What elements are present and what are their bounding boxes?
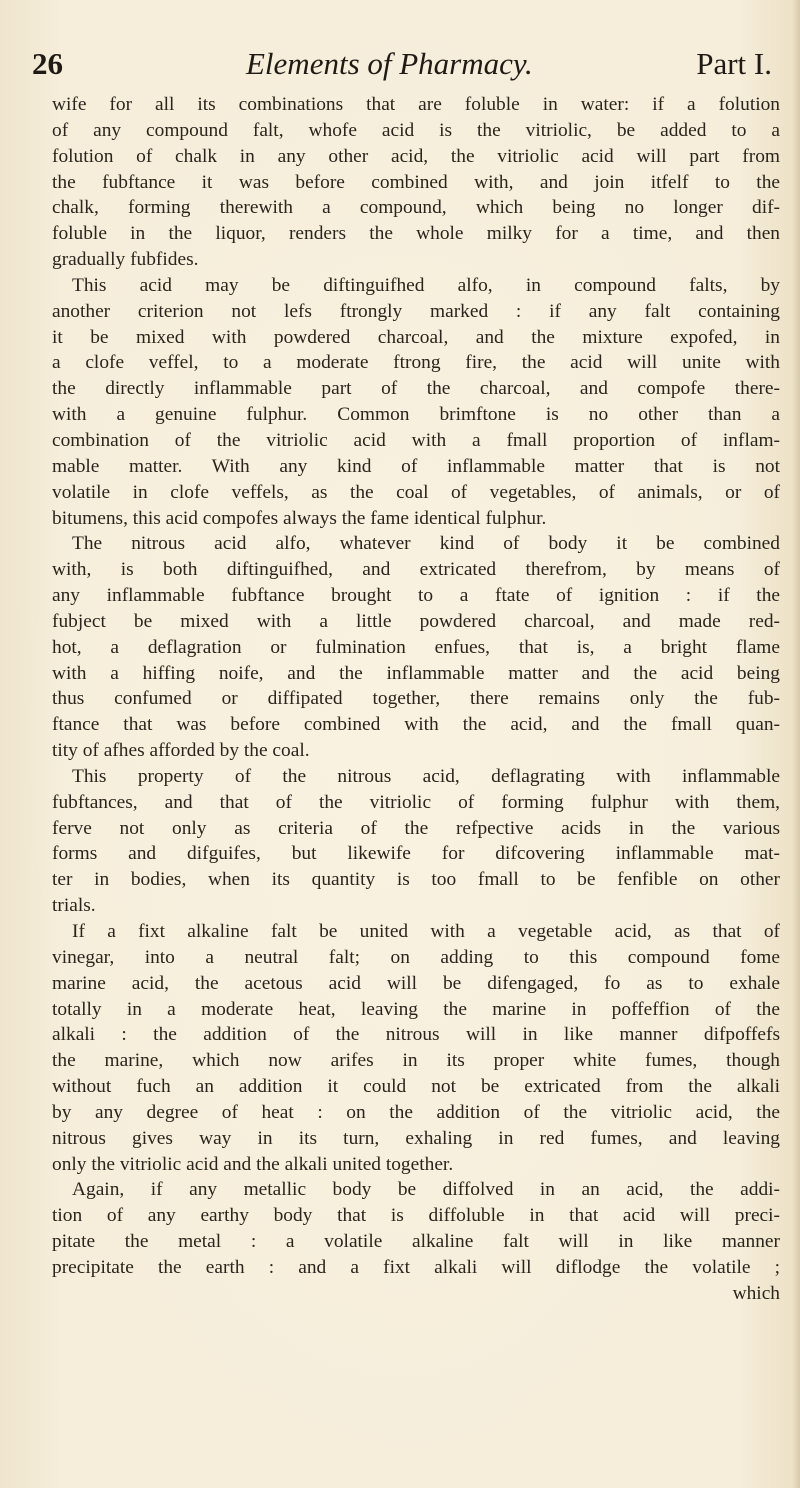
text-line: The nitrous acid alfo, whatever kind of body it be combined [72,533,780,555]
text-line: with a hiffing noife, and the inflammable matter and the acid being [52,662,780,684]
running-head [32,46,772,86]
text-line: tity of afhes afforded by the coal. [52,740,310,762]
text-line: This acid may be diftinguifhed alfo, in compound falts, by [72,274,780,296]
text-line: of any compound falt, whofe acid is the vitriolic, be added to a [52,119,780,141]
text-line: folution of chalk in any other acid, the vitriolic acid will part from [52,145,780,167]
text-line: Again, if any metallic body be diffolved in an acid, the addi- [72,1179,780,1201]
text-line: ferve not only as criteria of the refpective acids in the various [52,817,780,839]
text-line: totally in a moderate heat, leaving the marine in poffeffion of the [52,998,780,1020]
text-line: gradually fubfides. [52,249,199,271]
text-line: precipitate the earth : and a fixt alkali will diflodge the volatile ; [52,1256,780,1278]
page-edge-shadow [792,0,800,1488]
text-line: wife for all its combinations that are foluble in water: if a folution [52,94,780,115]
part-label: Part I. [696,46,772,81]
text-line: fubject be mixed with a little powdered charcoal, and made red- [52,610,780,632]
text-line: ter in bodies, when its quantity is too fmall to be fenfible on other [52,869,780,891]
text-line: the marine, which now arifes in its proper white fumes, though [52,1050,780,1072]
text-line: volatile in clofe veffels, as the coal of vegetables, of animals, or of [52,481,780,503]
text-line: If a fixt alkaline falt be united with a vegetable acid, as that of [72,921,780,942]
text-line: vinegar, into a neutral falt; on adding to this compound fome [52,946,780,968]
text-line: hot, a deflagration or fulmination enfues, that is, a bright flame [52,636,780,658]
text-line: mable matter. With any kind of inflammable matter that is not [52,455,780,477]
text-line: This property of the nitrous acid, deflagrating with inflammable [72,765,780,787]
text-line: with, is both diftinguifhed, and extricated therefrom, by means of [52,559,780,581]
text-line: marine acid, the acetous acid will be difengaged, fo as to exhale [52,972,780,994]
text-line: the fubftance it was before combined with, and join itfelf to the [52,171,780,193]
page-number: 26 [32,46,63,81]
text-line: foluble in the liquor, renders the whole milky for a time, and then [52,223,780,245]
text-line: thus confumed or diffipated together, there remains only the fub- [52,688,780,710]
text-line: any inflammable fubftance brought to a ftate of ignition : if the [52,585,780,607]
text-line: pitate the metal : a volatile alkaline falt will in like manner [52,1231,780,1253]
text-line: combination of the vitriolic acid with a fmall proportion of inflam- [52,429,780,451]
text-line: nitrous gives way in its turn, exhaling in red fumes, and leaving [52,1127,780,1149]
text-line: with a genuine fulphur. Common brimftone is no other than a [52,404,780,426]
text-line: ftance that was before combined with the acid, and the fmall quan- [52,714,780,736]
text-line: a clofe veffel, to a moderate ftrong fire, the acid will unite with [52,352,780,374]
text-line: trials. [52,895,96,917]
body-text [52,92,780,1307]
text-line: tion of any earthy body that is diffoluble in that acid will preci- [52,1205,780,1227]
text-line: by any degree of heat : on the addition of the vitriolic acid, the [52,1101,780,1123]
text-line: bitumens, this acid compofes always the fame identical fulphur. [52,507,547,529]
text-line: alkali : the addition of the nitrous will in like manner difpoffefs [52,1024,780,1046]
text-line: fubftances, and that of the vitriolic of forming fulphur with them, [52,791,780,813]
text-line: forms and difguifes, but likewife for difcovering inflammable mat- [52,843,780,865]
catchword: which [732,1282,780,1304]
text-line: another criterion not lefs ftrongly marked : if any falt containing [52,300,780,322]
text-line: the directly inflammable part of the charcoal, and compofe there- [52,378,780,400]
running-title: Elements of Pharmacy. [246,46,533,81]
text-line: only the vitriolic acid and the alkali united together. [52,1153,454,1175]
text-line: chalk, forming therewith a compound, which being no longer dif- [52,197,780,219]
text-line: it be mixed with powdered charcoal, and the mixture expofed, in [52,326,780,348]
text-line: without fuch an addition it could not be extricated from the alkali [52,1076,780,1098]
